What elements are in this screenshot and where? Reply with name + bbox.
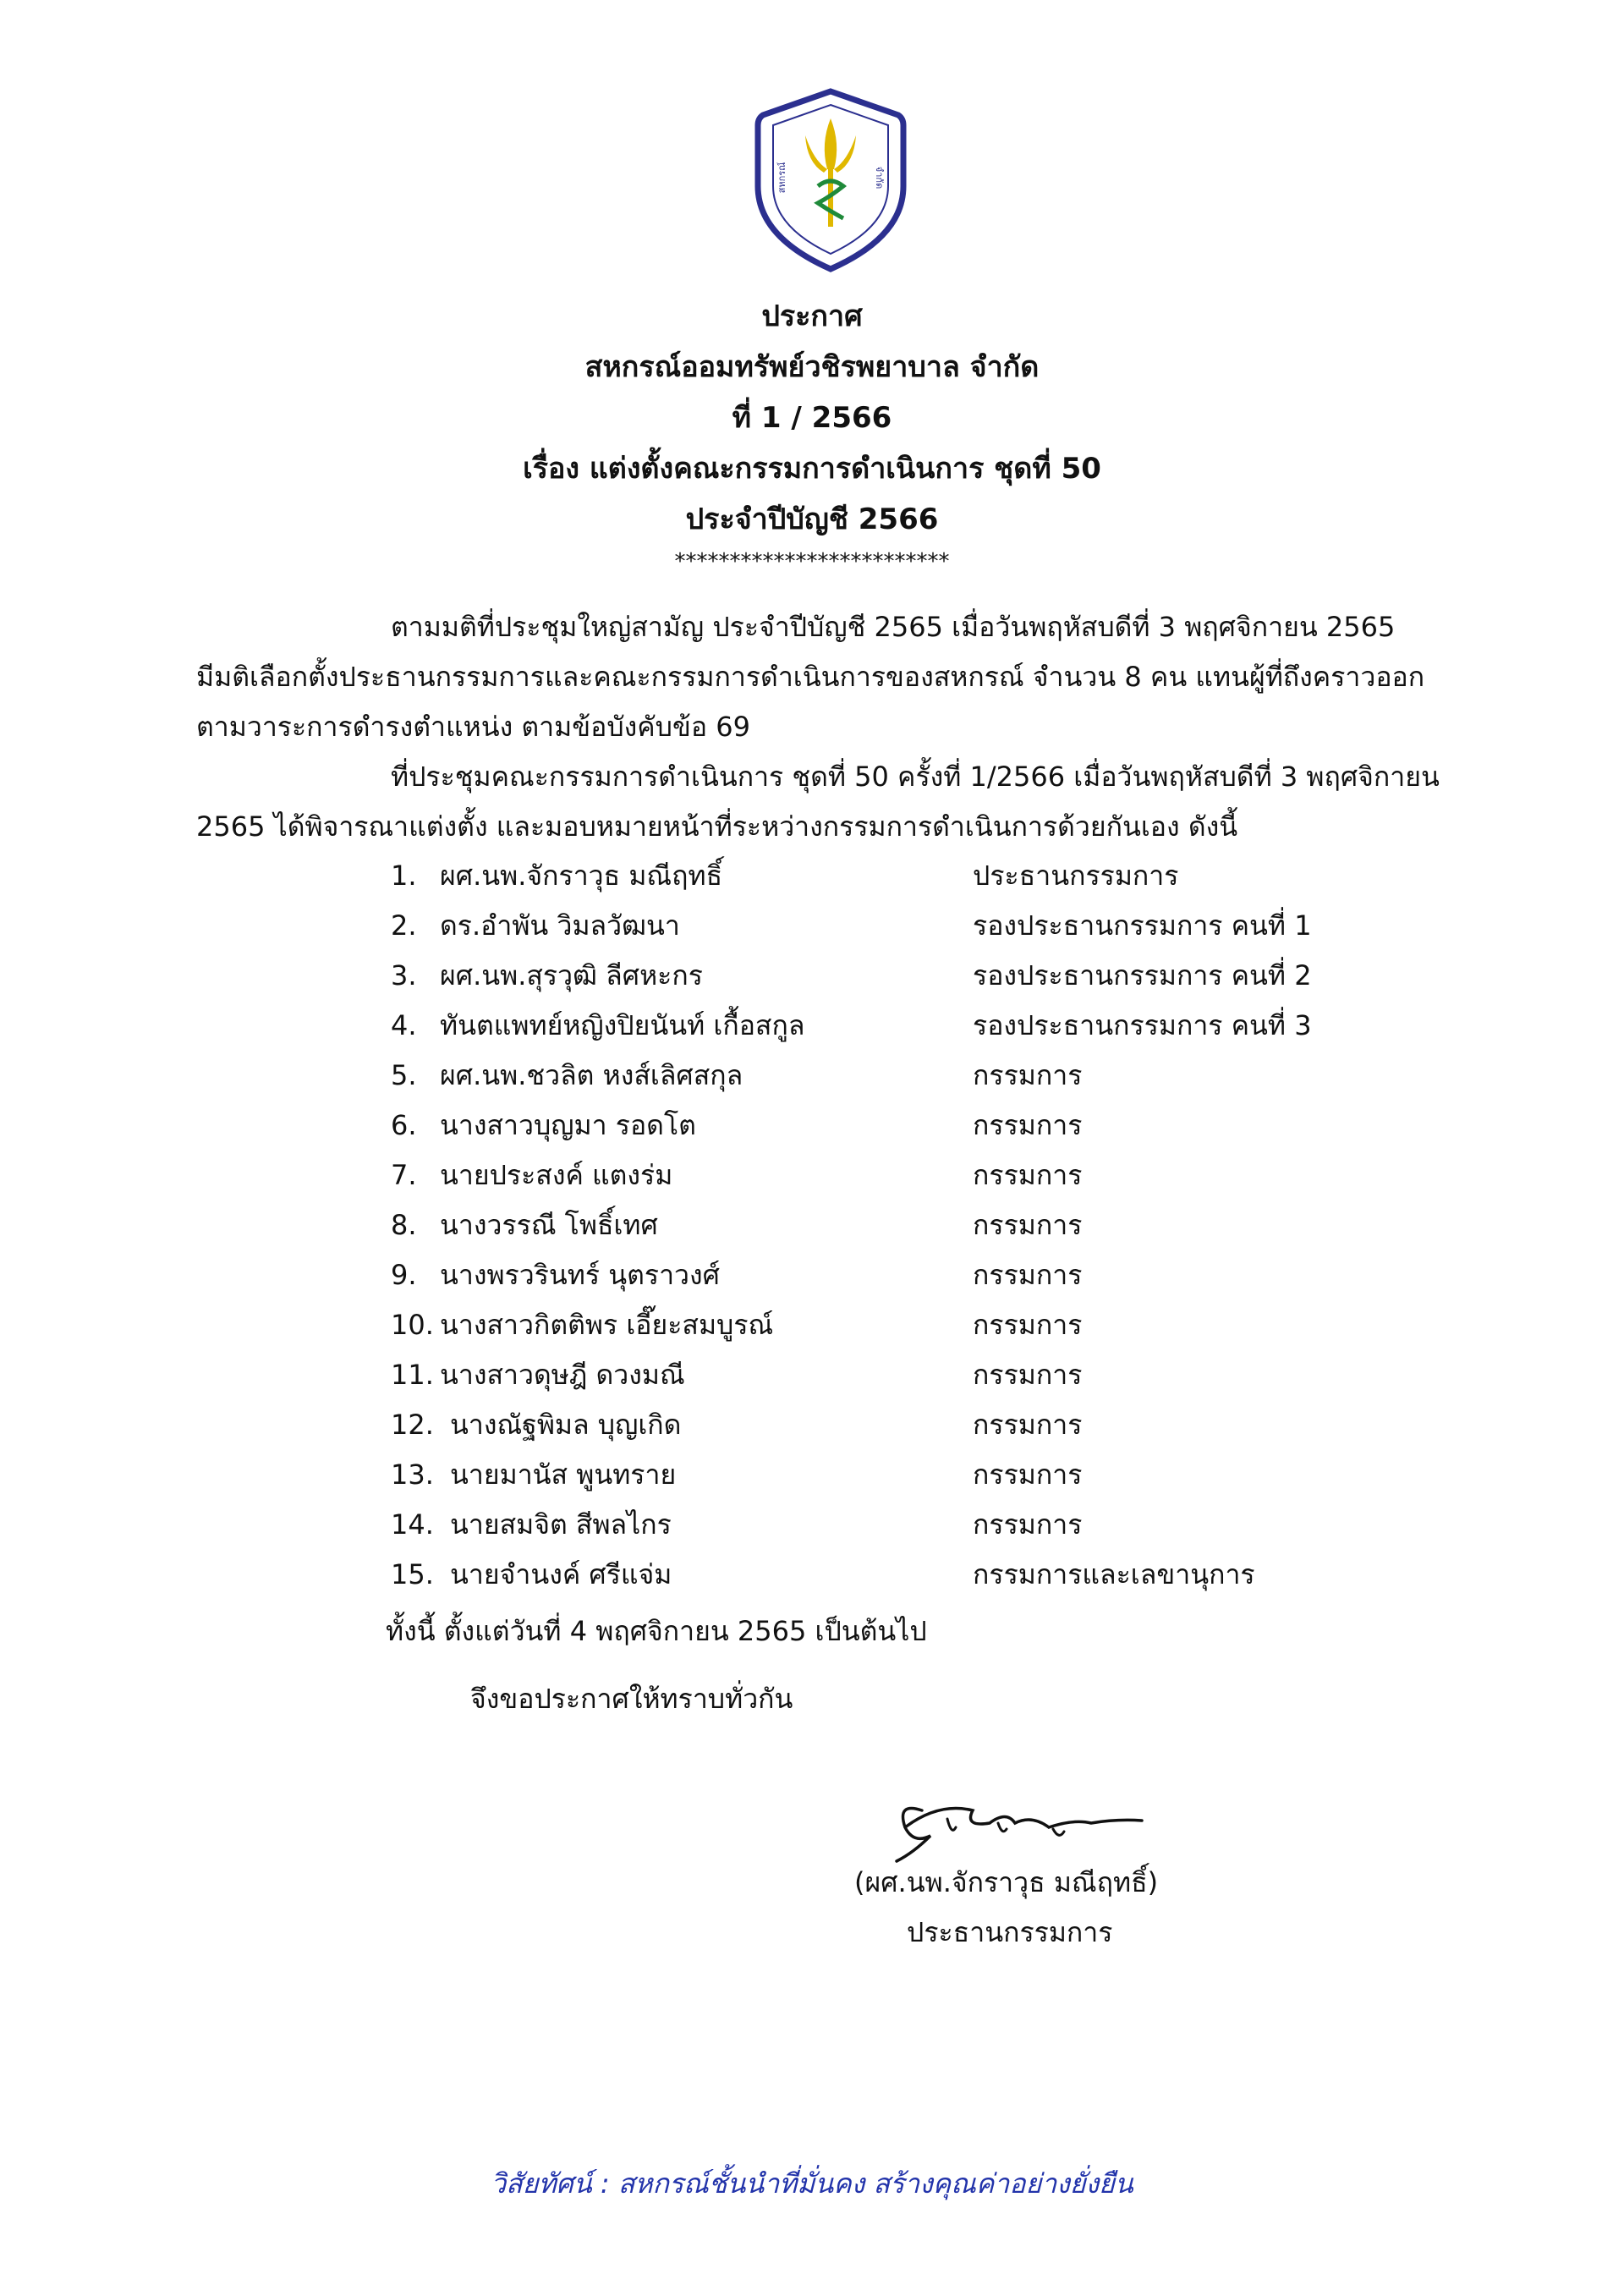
member-position: กรรมการ xyxy=(973,1409,1083,1441)
member-name: นายจำนงค์ ศรีแจ่ม xyxy=(450,1558,672,1590)
member-position: กรรมการ xyxy=(973,1259,1083,1291)
member-name: ผศ.นพ.จักราวุธ มณีฤทธิ์ xyxy=(440,860,723,892)
member-position: กรรมการ xyxy=(973,1159,1083,1191)
member-number: 4. xyxy=(391,1009,417,1041)
member-number: 5. xyxy=(391,1059,417,1091)
member-number: 14. xyxy=(391,1508,434,1541)
member-position: กรรมการและเลขานุการ xyxy=(973,1558,1255,1590)
member-position: กรรมการ xyxy=(973,1359,1083,1391)
member-name: นางสาวบุญมา รอดโต xyxy=(440,1109,696,1141)
paragraph-1-line-3: ตามวาระการดำรงตำแหน่ง ตามข้อบังคับข้อ 69 xyxy=(196,711,750,743)
header-fiscal-year: ประจำปีบัญชี 2566 xyxy=(685,503,939,536)
member-name: นายประสงค์ แตงร่ม xyxy=(440,1159,673,1191)
member-number: 13. xyxy=(391,1458,434,1491)
member-number: 1. xyxy=(391,860,417,892)
member-position: ประธานกรรมการ xyxy=(973,860,1179,892)
cooperative-logo xyxy=(746,85,915,275)
member-position: รองประธานกรรมการ คนที่ 2 xyxy=(973,959,1312,991)
signatory-name: (ผศ.นพ.จักราวุธ มณีฤทธิ์) xyxy=(854,1866,1159,1898)
member-position: กรรมการ xyxy=(973,1109,1083,1141)
member-name: ผศ.นพ.สุรวุฒิ ลีศหะกร xyxy=(440,959,703,991)
paragraph-2-line-1: ที่ประชุมคณะกรรมการดำเนินการ ชุดที่ 50 ครั้งที่ 1/2566 เมื่อวันพฤหัสบดีที่ 3 พฤศจิกายน xyxy=(391,761,1440,793)
member-position: กรรมการ xyxy=(973,1508,1083,1541)
member-position: รองประธานกรรมการ คนที่ 1 xyxy=(973,909,1312,942)
member-number: 10. xyxy=(391,1309,434,1341)
vision-footer: วิสัยทัศน์ : สหกรณ์ชั้นนำที่มั่นคง สร้างคุณค่าอย่างยั่งยืน xyxy=(491,2167,1133,2200)
svg-text:สหกรณ์: สหกรณ์ xyxy=(776,162,787,194)
member-name: ดร.อำพัน วิมลวัฒนา xyxy=(440,909,680,942)
member-position: กรรมการ xyxy=(973,1458,1083,1491)
header-title: ประกาศ xyxy=(761,299,863,333)
member-position: กรรมการ xyxy=(973,1059,1083,1091)
member-name: ทันตแพทย์หญิงปิยนันท์ เกื้อสกูล xyxy=(440,1009,805,1041)
header-organization: สหกรณ์ออมทรัพย์วชิรพยาบาล จำกัด xyxy=(584,350,1040,384)
announcement-closing: จึงขอประกาศให้ทราบทั่วกัน xyxy=(470,1683,793,1715)
signature-image xyxy=(871,1777,1150,1870)
member-number: 2. xyxy=(391,909,417,942)
member-name: นางสาวกิตติพร เอี๊ยะสมบูรณ์ xyxy=(440,1309,774,1341)
member-name: นายสมจิต สีพลไกร xyxy=(450,1508,672,1541)
member-number: 6. xyxy=(391,1109,417,1141)
paragraph-1-line-2: มีมติเลือกตั้งประธานกรรมการและคณะกรรมการดำเนินการของสหกรณ์ จำนวน 8 คน แทนผู้ที่ถึงคราวออก xyxy=(196,661,1425,693)
announcement-header xyxy=(0,291,1624,596)
paragraph-1-line-1: ตามมติที่ประชุมใหญ่สามัญ ประจำปีบัญชี 2565 เมื่อวันพฤหัสบดีที่ 3 พฤศจิกายน 2565 xyxy=(391,611,1396,643)
member-number: 15. xyxy=(391,1558,434,1590)
member-position: กรรมการ xyxy=(973,1309,1083,1341)
member-position: รองประธานกรรมการ คนที่ 3 xyxy=(973,1009,1312,1041)
member-name: นายมานัส พูนทราย xyxy=(450,1458,677,1491)
paragraph-2-line-2: 2565 ได้พิจารณาแต่งตั้ง และมอบหมายหน้าที่ระหว่างกรรมการดำเนินการด้วยกันเอง ดังนี้ xyxy=(196,810,1238,843)
member-number: 11. xyxy=(391,1359,434,1391)
member-name: นางสาวดุษฎี ดวงมณี xyxy=(440,1359,685,1391)
member-name: นางณัฐพิมล บุญเกิด xyxy=(450,1409,682,1441)
signatory-title: ประธานกรรมการ xyxy=(907,1916,1113,1948)
member-number: 12. xyxy=(391,1409,434,1441)
member-name: นางพรวรินทร์ นุตราวงศ์ xyxy=(440,1259,720,1291)
effective-date: ทั้งนี้ ตั้งแต่วันที่ 4 พฤศจิกายน 2565 เป็นต้นไป xyxy=(386,1615,927,1647)
svg-text:จำกัด: จำกัด xyxy=(874,166,885,190)
header-subject: เรื่อง แต่งตั้งคณะกรรมการดำเนินการ ชุดที่ 50 xyxy=(523,452,1101,486)
member-number: 8. xyxy=(391,1209,417,1241)
member-position: กรรมการ xyxy=(973,1209,1083,1241)
member-number: 7. xyxy=(391,1159,417,1191)
member-number: 9. xyxy=(391,1259,417,1291)
header-divider: ************************* xyxy=(674,549,950,574)
member-number: 3. xyxy=(391,959,417,991)
member-name: นางวรรณี โพธิ์เทศ xyxy=(440,1209,658,1241)
member-name: ผศ.นพ.ชวลิต หงส์เลิศสกุล xyxy=(440,1059,743,1091)
header-number: ที่ 1 / 2566 xyxy=(732,401,892,435)
